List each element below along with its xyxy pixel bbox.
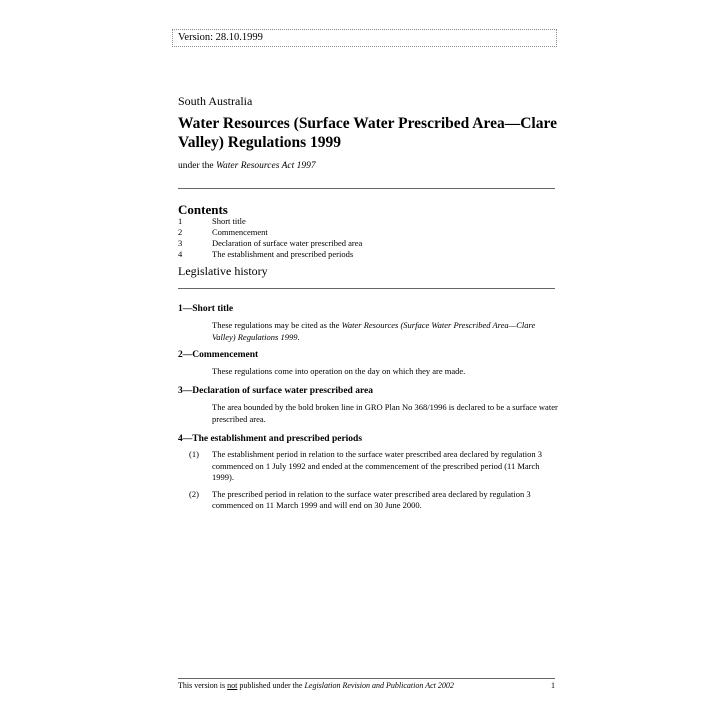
toc-item[interactable] <box>178 249 362 260</box>
footer-note <box>178 681 454 690</box>
toc-label: Short title <box>212 216 246 226</box>
toc-label: Declaration of surface water prescribed area <box>212 238 363 248</box>
subsection <box>178 449 558 484</box>
section-2 <box>178 350 558 378</box>
section-4 <box>178 434 558 512</box>
section-3 <box>178 386 558 425</box>
toc-label: Commencement <box>212 227 268 237</box>
citation-name: Water Resources (Surface Water Prescribed Area—Clare Valley) Regulations 1999 <box>212 320 536 342</box>
toc-item[interactable] <box>178 216 362 227</box>
footer-act: Legislation Revision and Publication Act 2002 <box>304 681 454 690</box>
toc-item[interactable] <box>178 227 362 238</box>
enabling-act-line <box>178 161 316 171</box>
footer-text-not: not <box>227 681 238 690</box>
section-heading: 1—Short title <box>178 304 234 314</box>
subsection-number: (2) <box>189 488 199 499</box>
section-1 <box>178 304 558 343</box>
regulation-title: Water Resources (Surface Water Prescribed Area—Clare Valley) Regulations 1999 <box>178 115 557 151</box>
table-of-contents <box>178 216 362 260</box>
jurisdiction: South Australia <box>178 94 253 108</box>
footer-text-1: This version is <box>178 681 228 690</box>
toc-number: 3 <box>178 238 183 248</box>
under-prefix: under the <box>178 161 216 171</box>
toc-item[interactable] <box>178 238 362 249</box>
divider <box>178 188 555 189</box>
footer-text-2: published under the <box>237 681 305 690</box>
contents-heading: Contents <box>178 202 228 217</box>
toc-number: 1 <box>178 216 183 226</box>
enabling-act: Water Resources Act 1997 <box>216 161 316 171</box>
footer-divider <box>178 678 555 679</box>
body-suffix: . <box>297 331 300 342</box>
legislative-history-link[interactable]: Legislative history <box>178 264 268 278</box>
page-footer <box>178 681 555 690</box>
toc-number: 2 <box>178 227 183 237</box>
section-body <box>212 320 558 343</box>
subsection <box>178 489 558 512</box>
version-box: Version: 28.10.1999 <box>172 29 557 47</box>
toc-label: The establishment and prescribed periods <box>212 249 354 259</box>
section-heading: 2—Commencement <box>178 350 259 360</box>
toc-number: 4 <box>178 249 183 259</box>
subsection-number: (1) <box>189 449 199 459</box>
subsection-text: The establishment period in relation to the surface water prescribed area declared by regulation 3 commenced on 1 July 1992 and ended at the commencement of the prescribed period (11 March 1999). <box>212 449 542 482</box>
page-number: 1 <box>551 681 555 690</box>
divider <box>178 288 555 289</box>
section-heading: 4—The establishment and prescribed periods <box>178 434 363 444</box>
section-body: The area bounded by the bold broken line in GRO Plan No 368/1996 is declared to be a surface water prescribed area. <box>212 402 558 424</box>
section-body: These regulations come into operation on the day on which they are made. <box>212 366 466 376</box>
section-heading: 3—Declaration of surface water prescribed area <box>178 386 373 396</box>
body-prefix: These regulations may be cited as the <box>212 320 342 330</box>
subsection-text: The prescribed period in relation to the surface water prescribed area declared by regulation 3 commenced on 11 March 1999 and will end on 30 June 2000. <box>212 488 531 510</box>
